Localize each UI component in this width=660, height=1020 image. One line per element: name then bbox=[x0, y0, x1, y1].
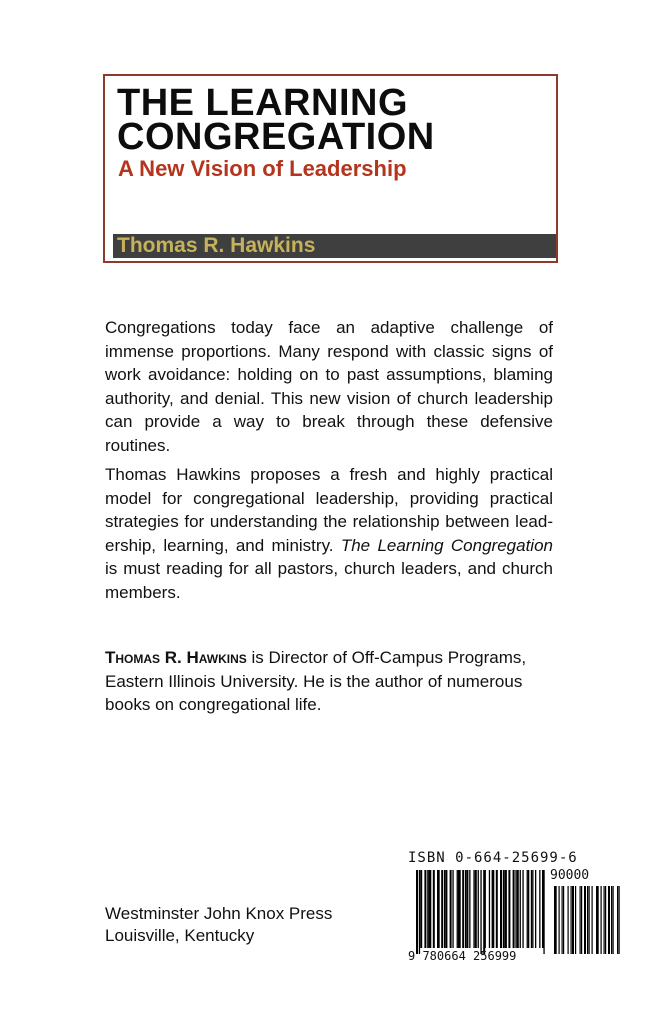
title-line-1: THE LEARNING bbox=[117, 82, 408, 124]
barcode-bar bbox=[419, 870, 420, 954]
publisher-block bbox=[105, 903, 332, 947]
barcode-bar bbox=[433, 870, 435, 948]
paragraph-2-text-end: is must reading for all pastors, church leaders, and church members. bbox=[105, 559, 553, 602]
barcode-bar bbox=[522, 870, 523, 948]
barcode-addon-bar bbox=[613, 886, 614, 954]
barcode-bar bbox=[539, 870, 540, 948]
description-paragraph-1: Congregations today face an adaptive challenge of immense proportions. Many respond with classic signs of work avoidance: holding on to past assumptions, blaming authority, and denial. This new vision of church leadership can provide a way to break through these defensive routines. bbox=[105, 318, 553, 455]
barcode-bar bbox=[493, 870, 494, 948]
barcode-bar bbox=[531, 870, 532, 948]
barcode-addon-bar bbox=[598, 886, 599, 954]
subtitle: A New Vision of Leadership bbox=[118, 156, 407, 181]
barcode-bar bbox=[444, 870, 445, 948]
title-box bbox=[103, 74, 558, 263]
barcode-bar bbox=[527, 870, 528, 948]
barcode-addon-bar bbox=[605, 886, 606, 954]
barcode-bar bbox=[503, 870, 504, 948]
barcode-bar bbox=[478, 870, 479, 948]
barcode-bar bbox=[528, 870, 529, 948]
barcode-bar bbox=[438, 870, 439, 948]
barcode-addon-bar bbox=[592, 886, 593, 954]
ean-number: 9 780664 256999 bbox=[408, 949, 517, 963]
barcode-bar bbox=[475, 870, 477, 948]
barcode-bar bbox=[441, 870, 443, 948]
barcode-bar bbox=[462, 870, 464, 948]
author-bio bbox=[105, 646, 553, 717]
paragraph-2-text: Thomas Hawkins proposes a fresh and highly practical model for congregational leadership, providing practical strategies for understanding the relationship between lead-ership, learning, and ministry. bbox=[105, 465, 553, 555]
barcode-addon-bar bbox=[568, 886, 569, 954]
barcode-bar bbox=[489, 870, 490, 948]
barcode-bar bbox=[496, 870, 498, 948]
barcode bbox=[408, 850, 622, 968]
barcode-addon-bar bbox=[601, 886, 602, 954]
barcode-bar bbox=[532, 870, 533, 948]
barcode-addon-bar bbox=[604, 886, 605, 954]
bio-text: is Director of Off-Campus Programs, Eastern Illinois University. He is the author of numerous books on congregational life. bbox=[105, 648, 527, 715]
barcode-bar bbox=[513, 870, 515, 948]
barcode-bar bbox=[427, 870, 428, 948]
barcode-addon: 90000 bbox=[550, 868, 590, 883]
barcode-bar bbox=[430, 870, 431, 948]
book-title-italic: The Learning Congregation bbox=[340, 535, 553, 555]
barcode-bar bbox=[420, 870, 422, 948]
barcode-bar bbox=[473, 870, 474, 948]
barcode-addon-bar bbox=[589, 886, 590, 954]
barcode-bar bbox=[480, 870, 481, 954]
barcode-bar bbox=[517, 870, 519, 948]
barcode-bar bbox=[459, 870, 460, 948]
barcode-bar bbox=[485, 870, 486, 948]
barcode-bar bbox=[515, 870, 516, 948]
barcode-addon-bar bbox=[611, 886, 612, 954]
barcode-addon-bar bbox=[556, 886, 557, 954]
barcode-bar bbox=[500, 870, 502, 948]
barcode-addon-bar bbox=[584, 886, 586, 954]
barcode-addon-bar bbox=[575, 886, 576, 954]
publisher-location: Louisville, Kentucky bbox=[105, 926, 255, 945]
barcode-addon-bar bbox=[619, 886, 620, 954]
barcode-bar bbox=[465, 870, 466, 948]
barcode-addon-bar bbox=[581, 886, 582, 954]
barcode-bar bbox=[543, 870, 544, 954]
barcode-bar bbox=[469, 870, 470, 948]
barcode-bar bbox=[416, 870, 418, 954]
barcode-addon-bar bbox=[608, 886, 610, 954]
description-paragraph-2 bbox=[105, 463, 553, 605]
bio-author-name: Thomas R. Hawkins bbox=[105, 648, 247, 667]
isbn-number: ISBN 0-664-25699-6 bbox=[408, 850, 578, 866]
barcode-addon-bar bbox=[580, 886, 581, 954]
barcode-bar bbox=[508, 870, 510, 948]
barcode-bar bbox=[424, 870, 426, 948]
barcode-addon-bar bbox=[587, 886, 588, 954]
barcode-addon-bar bbox=[559, 886, 560, 954]
title-line-2: CONGREGATION bbox=[117, 116, 435, 158]
barcode-bar bbox=[457, 870, 458, 948]
barcode-addon-bar bbox=[572, 886, 574, 954]
barcode-bar bbox=[466, 870, 468, 948]
barcode-bar bbox=[506, 870, 507, 948]
barcode-addon-bar bbox=[563, 886, 564, 954]
barcode-addon-bar bbox=[617, 886, 618, 954]
barcode-bar bbox=[445, 870, 447, 948]
author-bar bbox=[113, 234, 556, 258]
barcode-addon-bar bbox=[571, 886, 572, 954]
barcode-addon-bar bbox=[562, 886, 563, 954]
barcode-bar bbox=[520, 870, 521, 948]
author-name: Thomas R. Hawkins bbox=[117, 234, 316, 257]
publisher-name: Westminster John Knox Press bbox=[105, 904, 333, 923]
barcode-bar bbox=[450, 870, 452, 948]
barcode-bar bbox=[535, 870, 536, 948]
barcode-bar bbox=[452, 870, 453, 948]
